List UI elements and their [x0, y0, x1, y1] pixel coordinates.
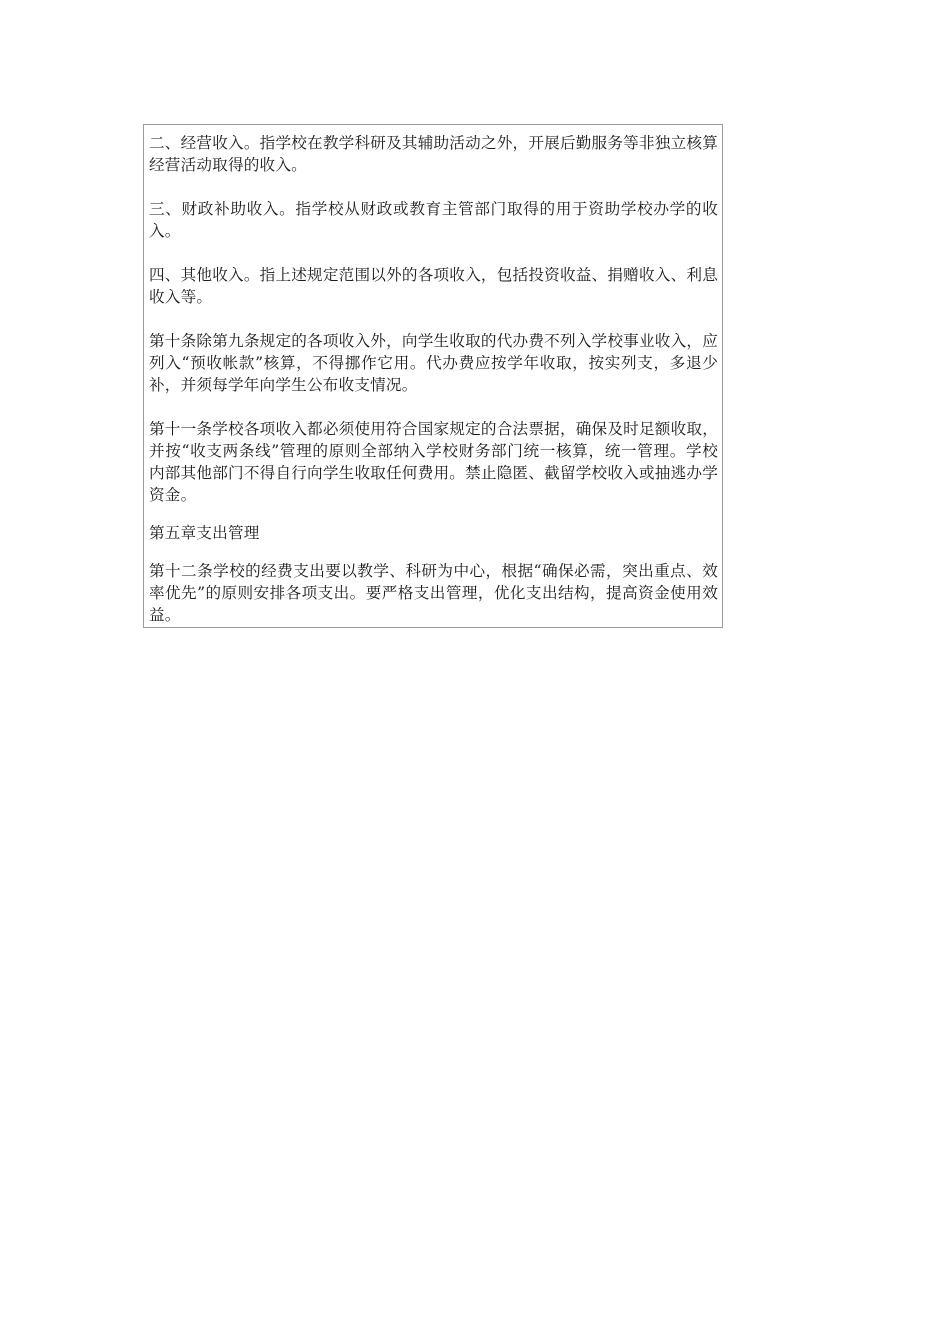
paragraph-operating-income: 二、经营收入。指学校在教学科研及其辅助活动之外，开展后勤服务等非独立核算经营活动取得的收入。 [149, 134, 718, 174]
paragraph-other-income: 四、其他收入。指上述规定范围以外的各项收入，包括投资收益、捐赠收入、利息收入等。 [149, 266, 718, 306]
paragraph-article-11: 第十一条学校各项收入都必须使用符合国家规定的合法票据，确保及时足额收取，并按“收支两条线”管理的原则全部纳入学校财务部门统一核算，统一管理。学校内部其他部门不得自行向学生收取任何费用。禁止隐匿、截留学校收入或抽逃办学资金。 [149, 420, 718, 504]
paragraph-article-10: 第十条除第九条规定的各项收入外，向学生收取的代办费不列入学校事业收入，应列入“预收帐款”核算，不得挪作它用。代办费应按学年收取，按实列支，多退少补，并须每学年向学生公布收支情况。 [149, 332, 718, 394]
chapter-heading-expenditure: 第五章支出管理 [149, 524, 260, 542]
document-text-box [143, 124, 723, 628]
paragraph-article-12: 第十二条学校的经费支出要以教学、科研为中心，根据“确保必需，突出重点、效率优先”的原则安排各项支出。要严格支出管理，优化支出结构，提高资金使用效益。 [149, 562, 718, 624]
paragraph-fiscal-subsidy-income: 三、财政补助收入。指学校从财政或教育主管部门取得的用于资助学校办学的收入。 [149, 200, 718, 240]
